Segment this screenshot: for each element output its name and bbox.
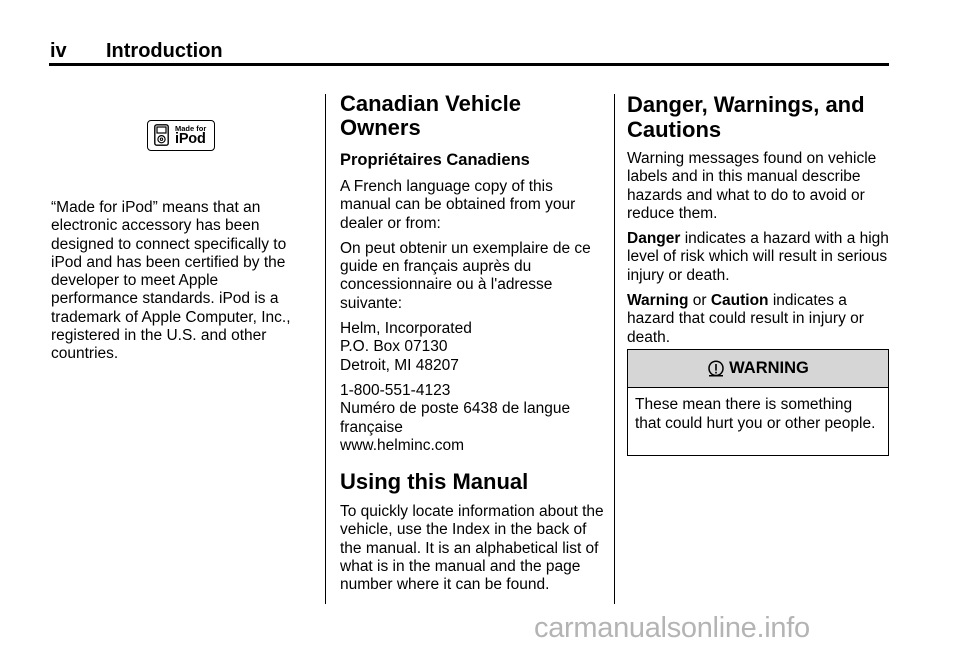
column-divider-left xyxy=(325,94,326,604)
address-block xyxy=(340,320,606,375)
watermark: carmanualsonline.info xyxy=(534,612,810,644)
website-url: www.helminc.com xyxy=(340,436,465,454)
heading-canadian-vehicle-owners: Canadian Vehicle Owners xyxy=(340,91,521,140)
heading-using-this-manual: Using this Manual xyxy=(340,469,529,495)
paragraph-french-version: On peut obtenir un exemplaire de ce guide en français auprès du concessionnaire ou à l'adresse suivante: xyxy=(340,239,591,312)
paragraph-danger xyxy=(627,230,891,285)
warning-box-title: WARNING xyxy=(729,359,809,377)
heading-danger-warnings-cautions: Danger, Warnings, and Cautions xyxy=(627,92,865,142)
badge-ipod-text: iPod xyxy=(175,131,206,147)
warning-term: Warning xyxy=(627,292,689,310)
address-line: P.O. Box 07130 xyxy=(340,338,448,356)
subheading-proprietaires-canadiens: Propriétaires Canadiens xyxy=(340,151,530,169)
address-line: Detroit, MI 48207 xyxy=(340,356,459,374)
paragraph-warning-caution xyxy=(627,292,891,347)
paragraph-warning-messages: Warning messages found on vehicle labels and in this manual describe hazards and what to do to avoid or reduce them. xyxy=(627,150,877,222)
page-header xyxy=(49,38,889,66)
page-number: iv xyxy=(50,40,67,62)
column-danger-warnings xyxy=(627,90,891,347)
contact-line: Numéro de poste 6438 de langue xyxy=(340,400,571,418)
contact-line: française xyxy=(340,418,403,436)
caution-term: Caution xyxy=(710,292,769,310)
danger-definition: indicates a hazard with a high level of risk which will result in serious injury or death. xyxy=(627,230,889,284)
section-title: Introduction xyxy=(106,40,223,62)
contact-block xyxy=(340,382,606,455)
made-for-ipod-badge xyxy=(147,120,215,151)
danger-term: Danger xyxy=(627,230,681,248)
ipod-device-icon xyxy=(154,124,169,146)
warning-box-body: These mean there is something that could hurt you or other people. xyxy=(635,396,876,432)
warning-box-header xyxy=(628,350,888,388)
or-connector: or xyxy=(688,292,711,310)
phone-number: 1-800-551-4123 xyxy=(340,381,451,399)
warning-caution-definition: indicates a hazard that could result in injury or death. xyxy=(627,292,864,346)
badge-made-for-text: Made for xyxy=(175,124,207,133)
warning-symbol-icon xyxy=(707,360,725,377)
warning-box xyxy=(627,349,889,456)
column-canadian-owners xyxy=(340,90,606,595)
address-line: Helm, Incorporated xyxy=(340,320,472,338)
paragraph-using-manual: To quickly locate information about the vehicle, use the Index in the back of the manual. It is an alphabetical list of what is in the manual and the page number where it can be found. xyxy=(340,503,604,594)
column-divider-right xyxy=(614,94,615,604)
made-for-ipod-paragraph: “Made for iPod” means that an electronic accessory has been designed to connect specifically to iPod and has been certified by the developer to meet Apple performance standards. iPod is a trademark of Apple Computer, Inc., registered in the U.S. and other countries. xyxy=(51,199,291,363)
paragraph-french-copy: A French language copy of this manual can be obtained from your dealer or from: xyxy=(340,178,576,232)
